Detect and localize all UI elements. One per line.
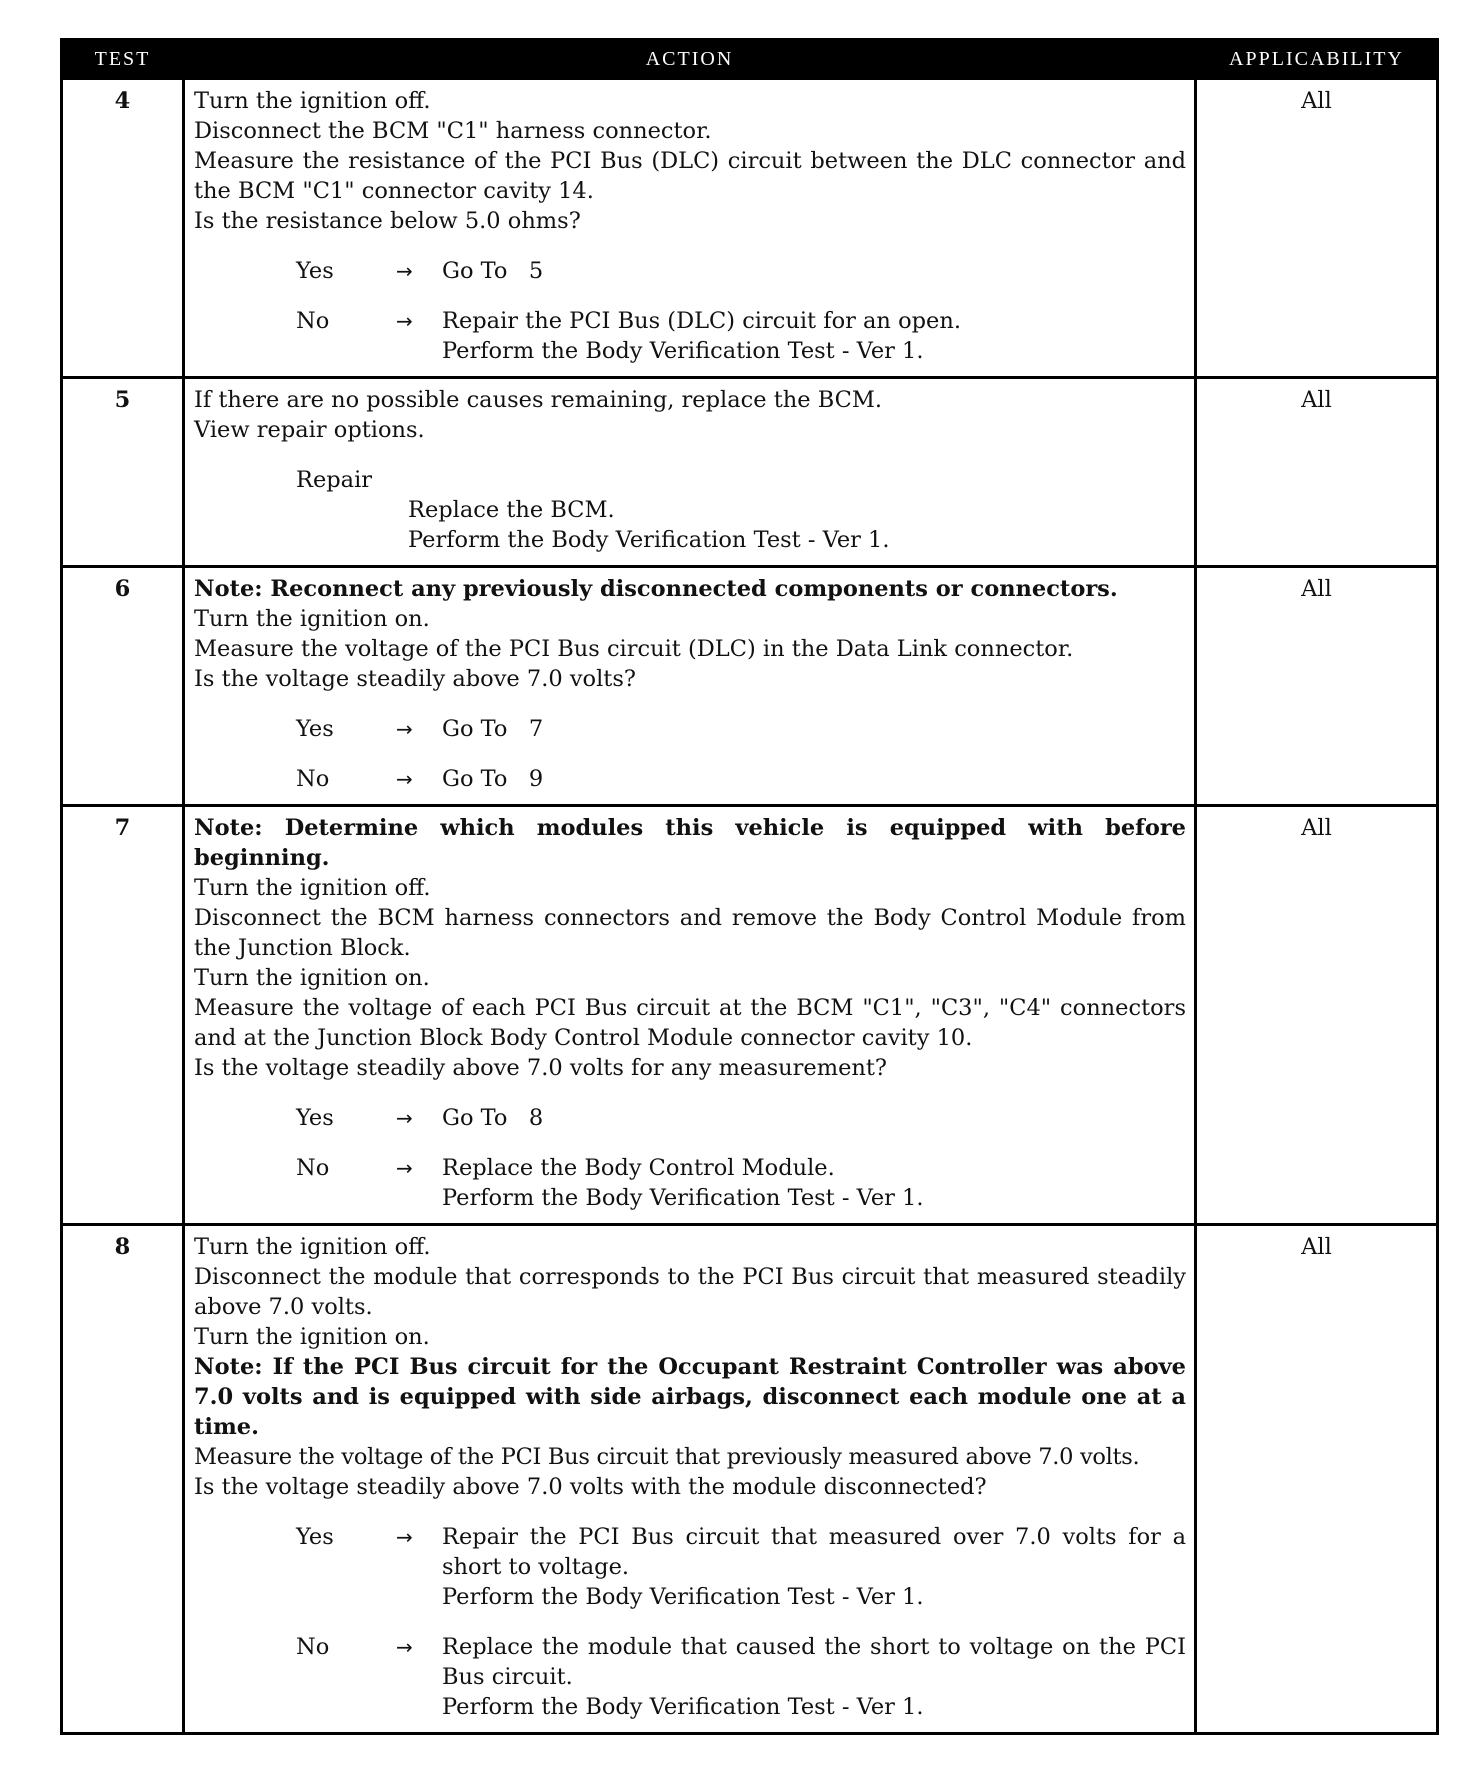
result-line: Repair the PCI Bus circuit that measured over 7.0 volts for a short to voltage. <box>442 1524 1186 1580</box>
action-step: Turn the ignition off. <box>194 88 431 114</box>
action-step: Turn the ignition on. <box>194 965 430 991</box>
yes-label: Yes <box>296 1524 334 1550</box>
diagnostic-table <box>60 38 1439 1735</box>
result-line: Replace the module that caused the short to voltage on the PCI Bus circuit. <box>442 1634 1186 1690</box>
no-branch <box>194 1153 1186 1213</box>
action-step: Disconnect the module that corresponds to the PCI Bus circuit that measured steadily above 7.0 volts. <box>194 1264 1186 1320</box>
no-branch <box>194 306 1186 366</box>
result-line: Perform the Body Verification Test - Ver 1. <box>442 1694 924 1720</box>
action-question: Is the voltage steadily above 7.0 volts for any measurement? <box>194 1055 887 1081</box>
test-number: 4 <box>62 79 184 378</box>
yes-branch <box>194 1522 1186 1612</box>
test-number: 7 <box>62 806 184 1225</box>
yes-result <box>442 714 1186 744</box>
no-branch <box>194 1632 1186 1722</box>
action-note: Note: If the PCI Bus circuit for the Occupant Restraint Controller was above 7.0 volts and is equipped with side airbags, disconnect each module one at a time. <box>194 1354 1186 1440</box>
action-step: If there are no possible causes remaining, replace the BCM. <box>194 387 883 413</box>
no-label: No <box>296 1155 330 1181</box>
action-question: Is the voltage steadily above 7.0 volts with the module disconnected? <box>194 1474 987 1500</box>
repair-label: Repair <box>296 467 373 493</box>
arrow-icon: → <box>396 259 413 283</box>
result-line: Go To 7 <box>442 716 544 742</box>
action-step: Measure the voltage of the PCI Bus circuit that previously measured above 7.0 volts. <box>194 1444 1140 1470</box>
table-row <box>62 378 1438 567</box>
yes-label: Yes <box>296 258 334 284</box>
result-line: Replace the Body Control Module. <box>442 1155 835 1181</box>
yes-label: Yes <box>296 716 334 742</box>
repair-step: Replace the BCM. <box>408 497 615 523</box>
action-question: Is the voltage steadily above 7.0 volts? <box>194 666 636 692</box>
action-step: Turn the ignition on. <box>194 1324 430 1350</box>
arrow-icon: → <box>396 1635 413 1659</box>
result-line: Go To 5 <box>442 258 544 284</box>
action-cell <box>184 806 1196 1225</box>
result-line: Perform the Body Verification Test - Ver 1. <box>442 338 924 364</box>
action-step: Measure the voltage of the PCI Bus circuit (DLC) in the Data Link connector. <box>194 636 1074 662</box>
arrow-icon: → <box>396 767 413 791</box>
action-step: Turn the ignition on. <box>194 606 430 632</box>
action-cell <box>184 1225 1196 1734</box>
no-label: No <box>296 766 330 792</box>
yes-result <box>442 256 1186 286</box>
action-step: Disconnect the BCM "C1" harness connector. <box>194 118 712 144</box>
action-cell <box>184 79 1196 378</box>
repair-options <box>194 465 1186 555</box>
table-row <box>62 79 1438 378</box>
applicability-cell: All <box>1196 567 1438 806</box>
header-test: TEST <box>62 40 184 79</box>
table-row <box>62 806 1438 1225</box>
test-number: 8 <box>62 1225 184 1734</box>
action-cell <box>184 567 1196 806</box>
no-result <box>442 1153 1186 1213</box>
no-label: No <box>296 1634 330 1660</box>
result-line: Perform the Body Verification Test - Ver 1. <box>442 1584 924 1610</box>
applicability-cell: All <box>1196 806 1438 1225</box>
action-step: Turn the ignition off. <box>194 1234 431 1260</box>
result-line: Go To 9 <box>442 766 544 792</box>
applicability-cell: All <box>1196 378 1438 567</box>
yes-branch <box>194 1103 1186 1133</box>
action-step: Disconnect the BCM harness connectors and remove the Body Control Module from the Junction Block. <box>194 905 1186 961</box>
arrow-icon: → <box>396 717 413 741</box>
action-step: Turn the ignition off. <box>194 875 431 901</box>
yes-label: Yes <box>296 1105 334 1131</box>
result-line: Go To 8 <box>442 1105 544 1131</box>
table-row <box>62 567 1438 806</box>
arrow-icon: → <box>396 1525 413 1549</box>
arrow-icon: → <box>396 309 413 333</box>
result-line: Perform the Body Verification Test - Ver 1. <box>442 1185 924 1211</box>
action-note: Note: Reconnect any previously disconnected components or connectors. <box>194 576 1118 602</box>
no-result <box>442 764 1186 794</box>
yes-branch <box>194 714 1186 744</box>
action-step: View repair options. <box>194 417 425 443</box>
yes-result <box>442 1103 1186 1133</box>
action-step: Measure the resistance of the PCI Bus (DLC) circuit between the DLC connector and the BCM "C1" connector cavity 14. <box>194 148 1186 204</box>
header-action: ACTION <box>184 40 1196 79</box>
test-number: 5 <box>62 378 184 567</box>
action-note: Note: Determine which modules this vehicle is equipped with before beginning. <box>194 815 1186 871</box>
no-label: No <box>296 308 330 334</box>
header-applicability: APPLICABILITY <box>1196 40 1438 79</box>
yes-result <box>442 1522 1186 1612</box>
table-header-row <box>62 40 1438 79</box>
applicability-cell: All <box>1196 79 1438 378</box>
action-step: Measure the voltage of each PCI Bus circuit at the BCM "C1", "C3", "C4" connectors and at the Junction Block Body Control Module connector cavity 10. <box>194 995 1186 1051</box>
table-row <box>62 1225 1438 1734</box>
repair-step: Perform the Body Verification Test - Ver 1. <box>408 527 890 553</box>
test-number: 6 <box>62 567 184 806</box>
applicability-cell: All <box>1196 1225 1438 1734</box>
yes-branch <box>194 256 1186 286</box>
result-line: Repair the PCI Bus (DLC) circuit for an open. <box>442 308 961 334</box>
no-result <box>442 306 1186 366</box>
action-cell <box>184 378 1196 567</box>
no-result <box>442 1632 1186 1722</box>
arrow-icon: → <box>396 1106 413 1130</box>
arrow-icon: → <box>396 1156 413 1180</box>
no-branch <box>194 764 1186 794</box>
action-question: Is the resistance below 5.0 ohms? <box>194 208 581 234</box>
